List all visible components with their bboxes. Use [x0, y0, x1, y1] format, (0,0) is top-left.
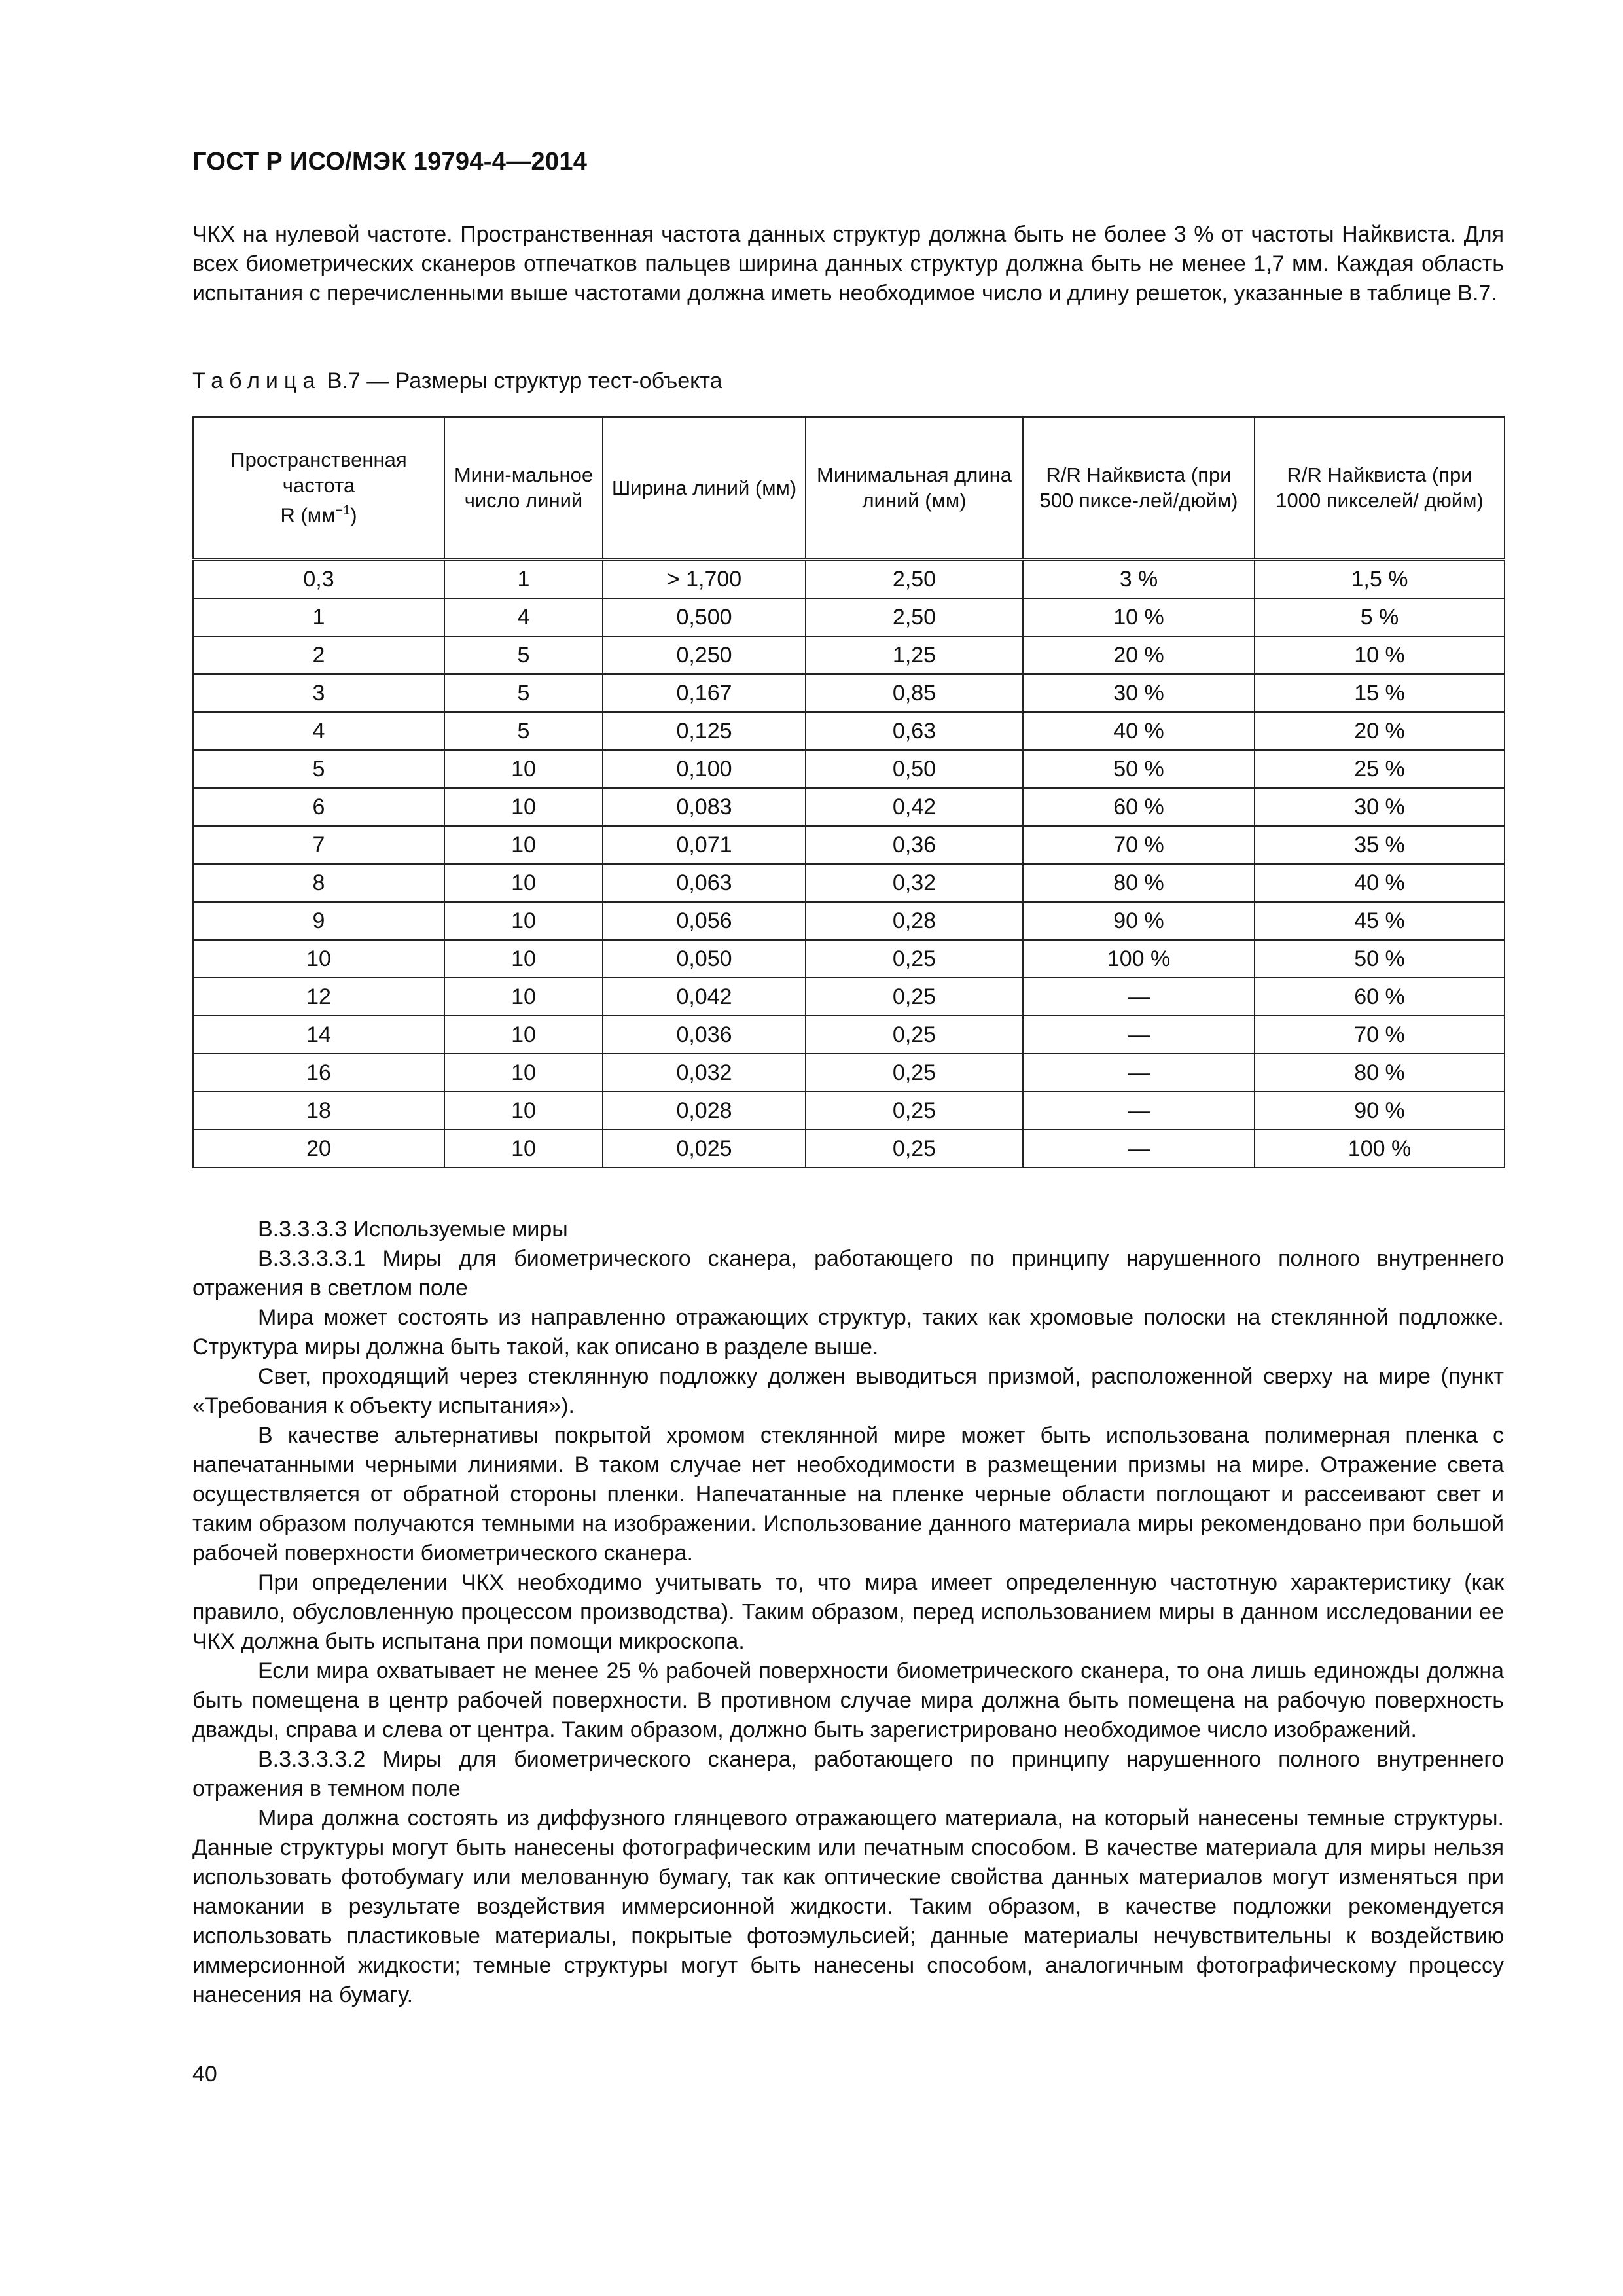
table-cell: 0,25 [806, 940, 1023, 978]
table-cell: 0,25 [806, 1054, 1023, 1092]
table-row [193, 1092, 1505, 1130]
table-cell: 60 % [1023, 788, 1255, 826]
table-cell: 10 [444, 1054, 603, 1092]
table-cell: 0,85 [806, 674, 1023, 712]
table-cell: 10 [444, 826, 603, 864]
table-cell: 10 [444, 940, 603, 978]
table-cell: 1 [444, 560, 603, 599]
table-cell: 60 % [1255, 978, 1505, 1016]
header-min-length: Минимальная длина линий (мм) [806, 417, 1023, 560]
table-row [193, 674, 1505, 712]
table-cell: 0,056 [603, 902, 806, 940]
page-number: 40 [192, 2062, 217, 2087]
table-cell: 0,042 [603, 978, 806, 1016]
table-cell: 20 % [1255, 712, 1505, 750]
table-row [193, 864, 1505, 902]
table-cell: 40 % [1255, 864, 1505, 902]
table-cell: 0,028 [603, 1092, 806, 1130]
table-cell: 50 % [1255, 940, 1505, 978]
table-cell: 9 [193, 902, 444, 940]
body-paragraph: Мира может состоять из направленно отражающих структур, таких как хромовые полоски на стеклянной подложке. Структура миры должна быть такой, как описано в разделе выше. [192, 1305, 1504, 1359]
table-row [193, 940, 1505, 978]
table-row [193, 1130, 1505, 1168]
table-cell: 10 [444, 750, 603, 788]
table-cell: 2,50 [806, 598, 1023, 636]
table-cell: 0,063 [603, 864, 806, 902]
table-cell: 10 [193, 940, 444, 978]
table-cell: 5 [193, 750, 444, 788]
table-cell: 6 [193, 788, 444, 826]
table-cell: > 1,700 [603, 560, 806, 599]
table-cell: 1 [193, 598, 444, 636]
table-cell: 2,50 [806, 560, 1023, 599]
table-cell: 0,083 [603, 788, 806, 826]
table-cell: — [1023, 1054, 1255, 1092]
table-cell: 0,071 [603, 826, 806, 864]
structure-size-table [192, 416, 1505, 1168]
table-cell: 0,36 [806, 826, 1023, 864]
table-cell: 80 % [1255, 1054, 1505, 1092]
table-cell: 70 % [1255, 1016, 1505, 1054]
table-row [193, 788, 1505, 826]
table-cell: 90 % [1255, 1092, 1505, 1130]
table-caption [192, 367, 722, 396]
table-cell: 3 % [1023, 560, 1255, 599]
table-cell: 0,25 [806, 1092, 1023, 1130]
table-cell: 5 [444, 712, 603, 750]
table-row [193, 750, 1505, 788]
table-cell: 7 [193, 826, 444, 864]
table-cell: 4 [193, 712, 444, 750]
table-cell: — [1023, 1092, 1255, 1130]
table-cell: 0,500 [603, 598, 806, 636]
table-cell: 0,42 [806, 788, 1023, 826]
table-cell: 5 [444, 674, 603, 712]
table-cell: 0,25 [806, 1130, 1023, 1168]
table-cell: 50 % [1023, 750, 1255, 788]
table-cell: 35 % [1255, 826, 1505, 864]
table-row [193, 636, 1505, 674]
intro-text [192, 220, 1504, 308]
table-cell: 10 [444, 978, 603, 1016]
table-cell: 0,025 [603, 1130, 806, 1168]
header-frequency: Пространственная частота R $(мм^{-1})$ [193, 417, 444, 560]
section-heading: В.3.3.3.3 Используемые миры [258, 1217, 568, 1242]
table-body [193, 560, 1505, 1168]
header-nyquist-1000: R/R Найквиста (при 1000 пикселей/ дюйм) [1255, 417, 1505, 560]
body-paragraph: Мира должна состоять из диффузного глянцевого отражающего материала, на который нанесены темные структуры. Данные структуры могут быть нанесены фотографическим или печатным способом. В качестве материала для миры нельзя использовать фотобумагу или мелованную бумагу, так как оптические свойства данных материалов могут изменяться при намокании в результате воздействия иммерсионной жидкости. Таким образом, в качестве подложки рекомендуется использовать пластиковые материалы, покрытые фотоэмульсией; данные материалы нечувствительны к воздействию иммерсионной жидкости; темные структуры могут быть нанесены способом, аналогичным фотографическому процессу нанесения на бумагу. [192, 1806, 1504, 2007]
table-cell: 1,5 % [1255, 560, 1505, 599]
table-cell: 1,25 [806, 636, 1023, 674]
body-paragraph: Если мира охватывает не менее 25 % рабочей поверхности биометрического сканера, то она лишь единожды должна быть помещена в центр рабочей поверхности. В противном случае мира должна быть помещена на рабочую поверхность дважды, справа и слева от центра. Таким образом, должно быть зарегистрировано необходимое число изображений. [192, 1659, 1504, 1742]
table-cell: 18 [193, 1092, 444, 1130]
table-row [193, 1016, 1505, 1054]
subsection-heading: В.3.3.3.3.2 Миры для биометрического сканера, работающего по принципу нарушенного полного внутреннего отражения в темном поле [192, 1747, 1504, 1801]
table-cell: 70 % [1023, 826, 1255, 864]
table-cell: 0,63 [806, 712, 1023, 750]
table-cell: — [1023, 978, 1255, 1016]
table-cell: 12 [193, 978, 444, 1016]
body-paragraph: При определении ЧКХ необходимо учитывать то, что мира имеет определенную частотную характеристику (как правило, обусловленную процессом производства). Таким образом, перед использованием миры в данном исследовании ее ЧКХ должна быть испытана при помощи микроскопа. [192, 1570, 1504, 1654]
table-cell: 0,100 [603, 750, 806, 788]
table-cell: 15 % [1255, 674, 1505, 712]
table-cell: 30 % [1255, 788, 1505, 826]
table-cell: 90 % [1023, 902, 1255, 940]
table-cell: 10 % [1023, 598, 1255, 636]
table-cell: 10 [444, 1092, 603, 1130]
table-cell: 0,032 [603, 1054, 806, 1092]
table-cell: — [1023, 1016, 1255, 1054]
header-min-count: Мини-мальное число линий [444, 417, 603, 560]
table-cell: 10 % [1255, 636, 1505, 674]
table-cell: 3 [193, 674, 444, 712]
table-cell: 80 % [1023, 864, 1255, 902]
intro-paragraph: ЧКХ на нулевой частоте. Пространственная частота данных структур должна быть не более 3 % от частоты Найквиста. Для всех биометрических сканеров отпечатков пальцев ширина данных структур должна быть не менее 1,7 мм. Каждая область испытания с перечисленными выше частотами должна иметь необходимое число и длину решеток, указанные в таблице В.7. [192, 222, 1504, 306]
table-cell: 10 [444, 1016, 603, 1054]
table-cell: 0,50 [806, 750, 1023, 788]
table-cell: 20 % [1023, 636, 1255, 674]
table-cell: 0,050 [603, 940, 806, 978]
subsection-heading: В.3.3.3.3.1 Миры для биометрического сканера, работающего по принципу нарушенного полного внутреннего отражения в светлом поле [192, 1246, 1504, 1300]
body-paragraph: Свет, проходящий через стеклянную подложку должен выводиться призмой, расположенной сверху на мире (пункт «Требования к объекту испытания»). [192, 1364, 1504, 1418]
table-cell: 25 % [1255, 750, 1505, 788]
table-cell: 10 [444, 902, 603, 940]
table-cell: 16 [193, 1054, 444, 1092]
table-cell: 20 [193, 1130, 444, 1168]
table-cell: 5 [444, 636, 603, 674]
header-line-width: Ширина линий (мм) [603, 417, 806, 560]
table-cell: 5 % [1255, 598, 1505, 636]
table-cell: 10 [444, 1130, 603, 1168]
table-cell: 2 [193, 636, 444, 674]
table-cell: 40 % [1023, 712, 1255, 750]
body-paragraph: В качестве альтернативы покрытой хромом стеклянной мире может быть использована полимерная пленка с напечатанными черными линиями. В таком случае нет необходимости в размещении призмы на мире. Отражение света осуществляется от обратной стороны пленки. Напечатанные на пленке черные области поглощают и рассеивают свет и таким образом получаются темными на изображении. Использование данного материала миры рекомендовано при большой рабочей поверхности биометрического сканера. [192, 1423, 1504, 1566]
document-header: ГОСТ Р ИСО/МЭК 19794-4—2014 [192, 148, 588, 175]
table-cell: 0,167 [603, 674, 806, 712]
table-cell: 10 [444, 864, 603, 902]
table-cell: 100 % [1255, 1130, 1505, 1168]
table-cell: 30 % [1023, 674, 1255, 712]
table-cell: 100 % [1023, 940, 1255, 978]
table-cell: 0,3 [193, 560, 444, 599]
table-cell: 0,25 [806, 978, 1023, 1016]
table-cell: 0,32 [806, 864, 1023, 902]
table-cell: 10 [444, 788, 603, 826]
table-cell: 0,125 [603, 712, 806, 750]
table-row [193, 826, 1505, 864]
table-row [193, 560, 1505, 599]
table-cell: 45 % [1255, 902, 1505, 940]
table-cell: 8 [193, 864, 444, 902]
table-row [193, 598, 1505, 636]
table-row [193, 978, 1505, 1016]
header-nyquist-500: R/R Найквиста (при 500 пиксе-лей/дюйм) [1023, 417, 1255, 560]
table-cell: — [1023, 1130, 1255, 1168]
table-caption-text: В.7 — Размеры структур тест-объекта [321, 368, 722, 393]
table-cell: 0,250 [603, 636, 806, 674]
table-cell: 4 [444, 598, 603, 636]
table-cell: 0,036 [603, 1016, 806, 1054]
table-cell: 14 [193, 1016, 444, 1054]
table-cell: 0,25 [806, 1016, 1023, 1054]
table-row [193, 712, 1505, 750]
table-row [193, 902, 1505, 940]
body-text [192, 1215, 1504, 2010]
table-caption-label: Таблица [192, 368, 321, 393]
table-cell: 0,28 [806, 902, 1023, 940]
table-header-row [193, 417, 1505, 560]
table-row [193, 1054, 1505, 1092]
